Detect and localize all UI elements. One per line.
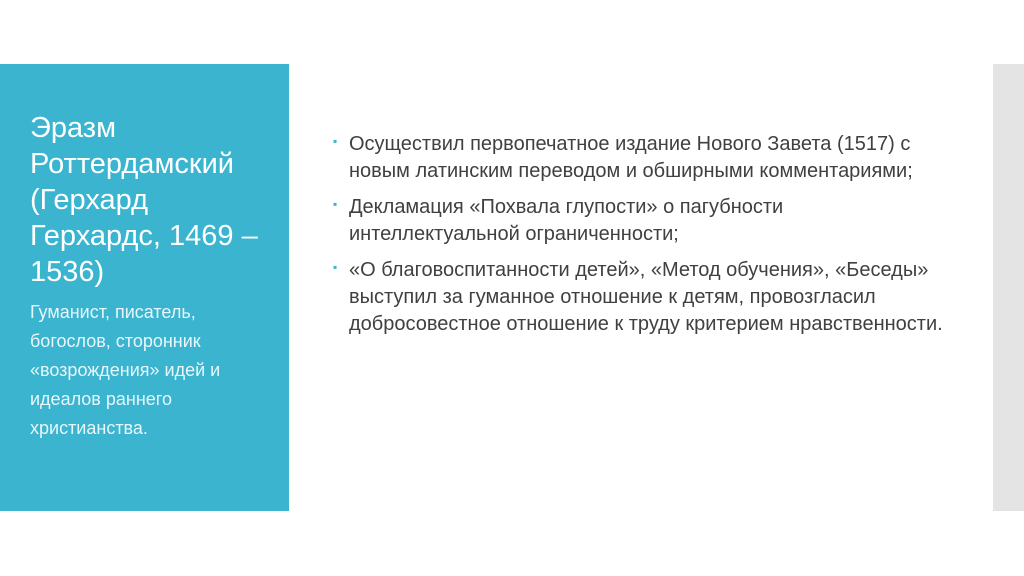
slide-title: Эразм Роттердамский (Герхард Герхардс, 1469 – 1536) — [30, 112, 258, 288]
bullet-item — [333, 194, 943, 248]
scrollbar-strip[interactable] — [993, 64, 1024, 511]
slide-subtitle: Гуманист, писатель, богослов, сторонник «возрождения» идей и идеалов раннего христианства. — [30, 302, 221, 438]
bullet-text: «О благовоспитанности детей», «Метод обучения», «Беседы» выступил за гуманное отношение к детям, провозгласил добросовестное отношение к труду критерием нравственности. — [349, 259, 943, 335]
bullet-icon: ▪ — [333, 260, 338, 274]
bullet-list — [333, 131, 943, 347]
bullet-icon: ▪ — [333, 134, 338, 148]
bullet-text: Декламация «Похвала глупости» о пагубности интеллектуальной ограниченности; — [349, 196, 784, 245]
bullet-item — [333, 257, 943, 338]
bullet-icon: ▪ — [333, 197, 338, 211]
bullet-item — [333, 131, 943, 185]
bullet-text: Осуществил первопечатное издание Нового Завета (1517) с новым латинским переводом и обширными комментариями; — [349, 133, 913, 182]
